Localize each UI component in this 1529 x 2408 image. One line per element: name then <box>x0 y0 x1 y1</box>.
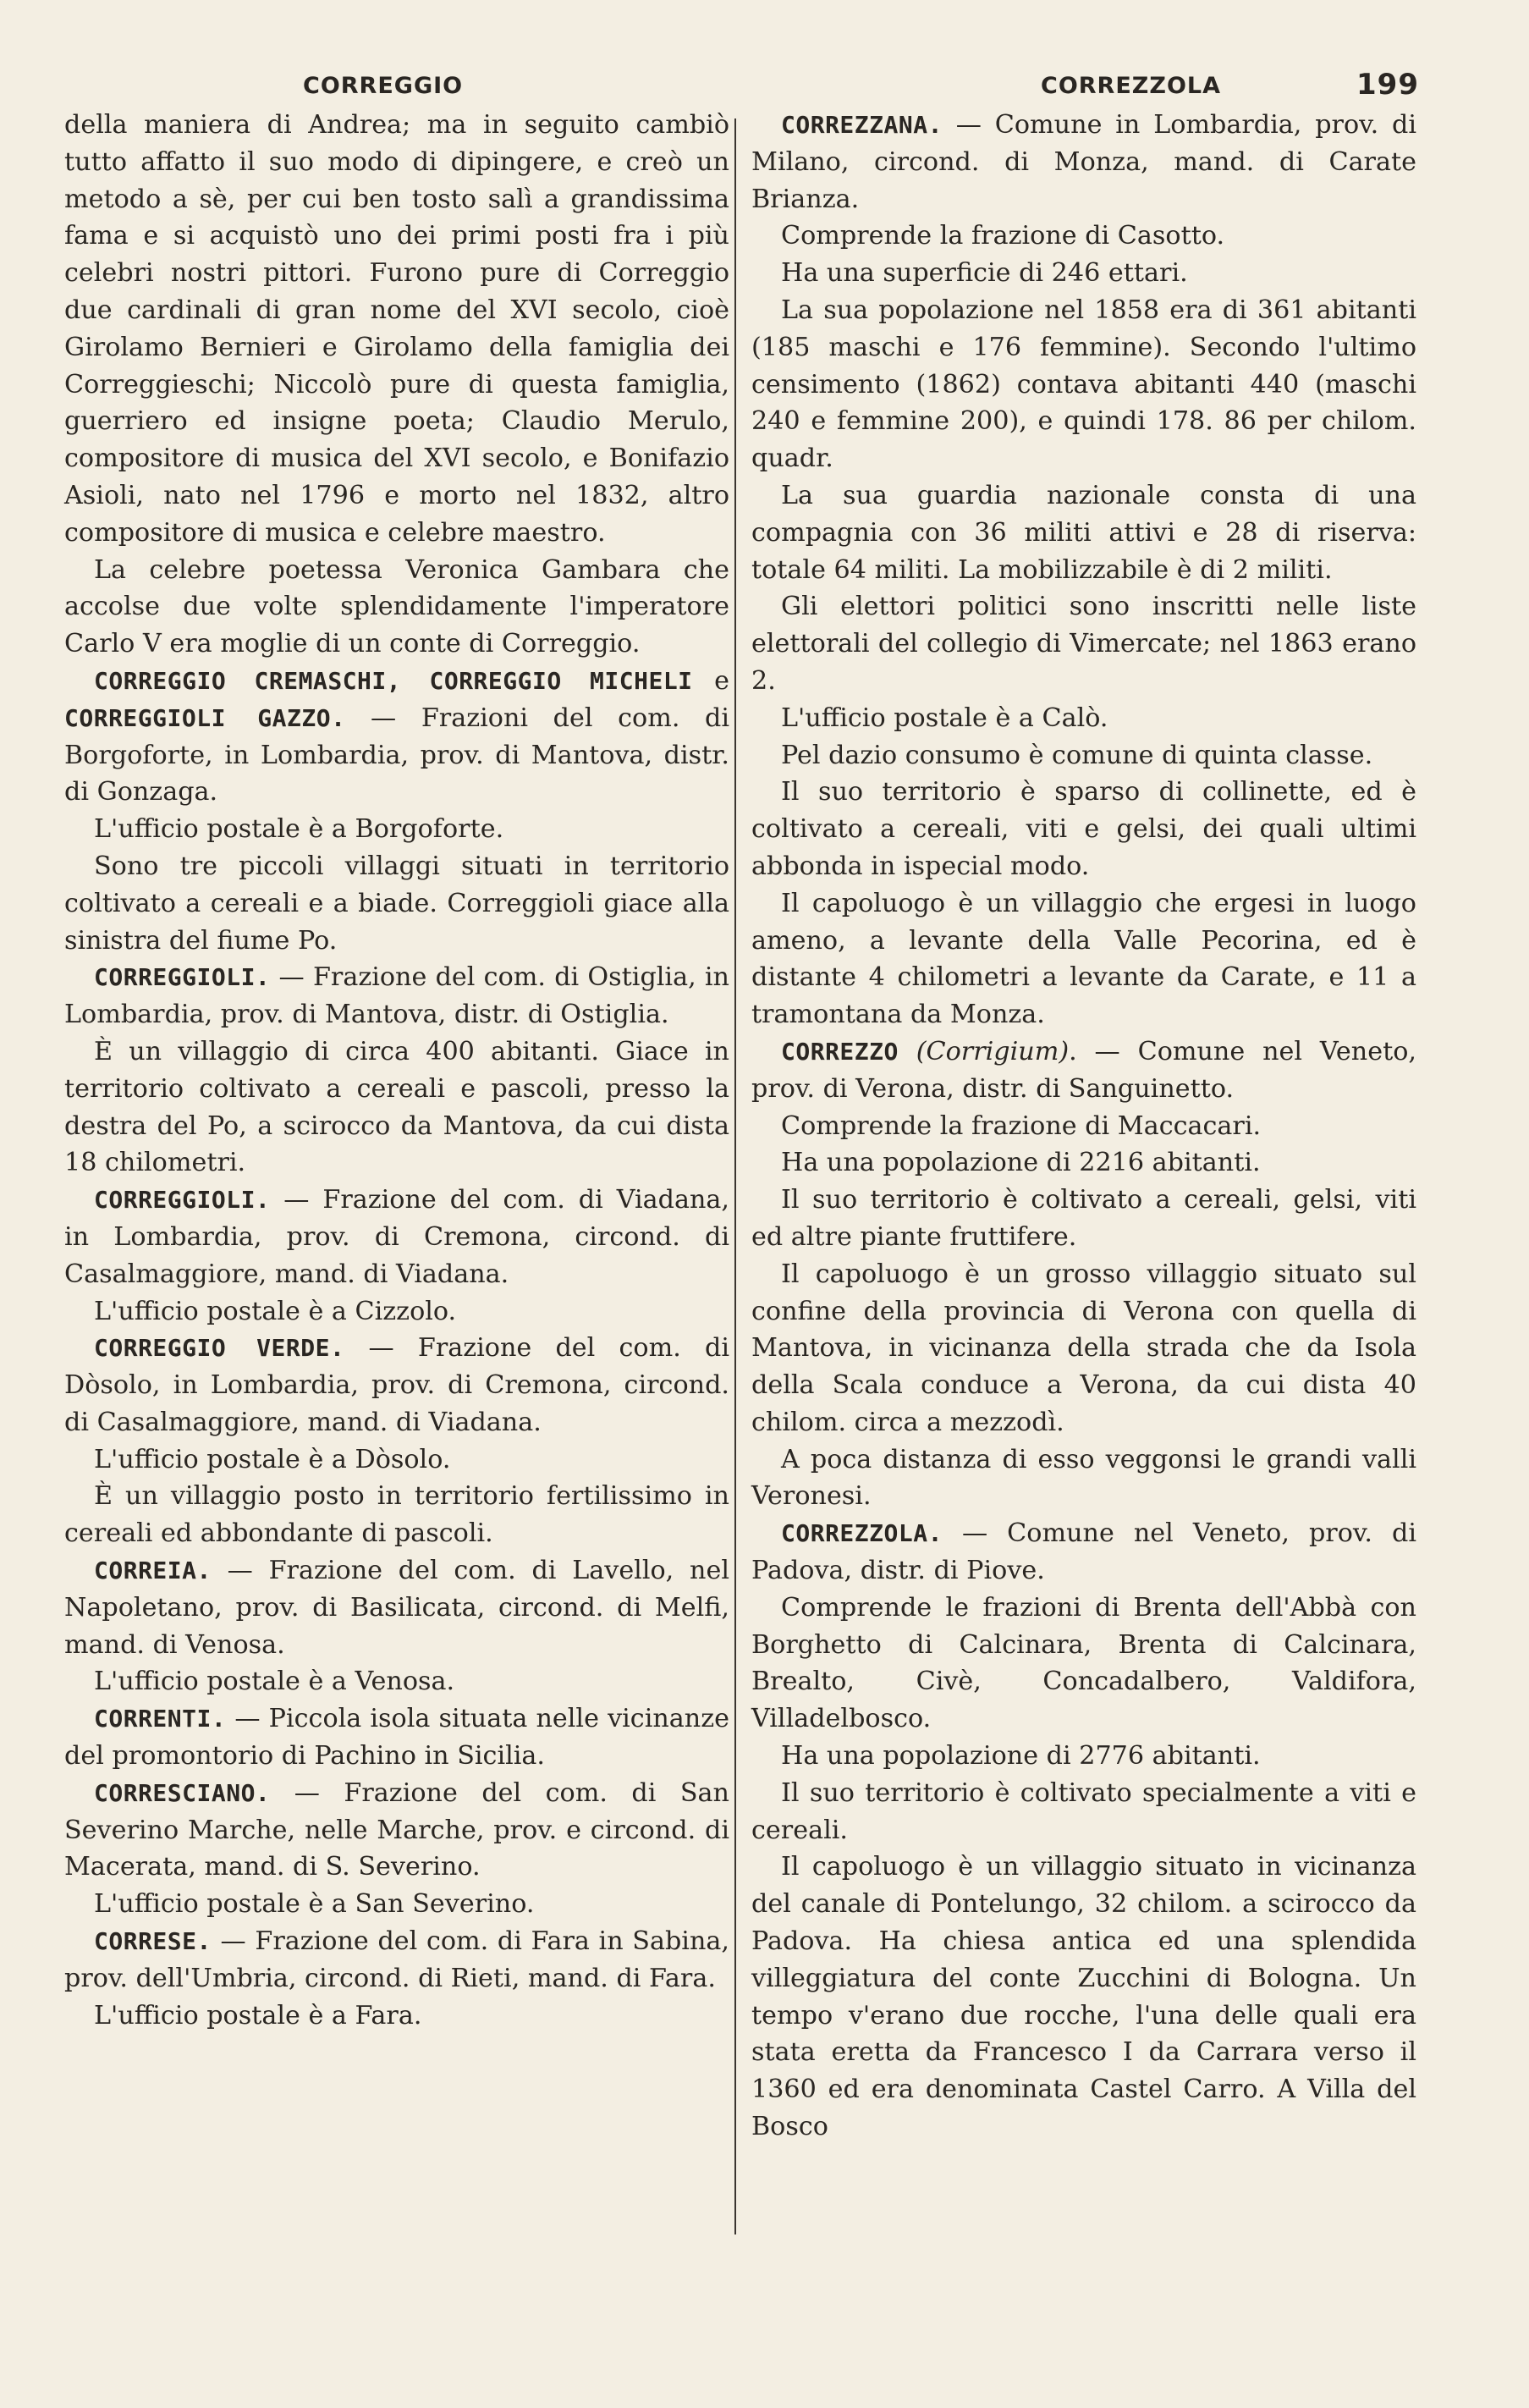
paragraph: L'ufficio postale è a Dòsolo. <box>94 1444 451 1474</box>
entry-heading: CORREZZOLA. <box>781 1519 943 1548</box>
paragraph: La sua guardia nazionale consta di una compagnia con 36 militi attivi e 28 di riserva: totale 64 militi. La mobilizzabile è di 2 militi. <box>751 480 1416 585</box>
page-number: 199 <box>1356 68 1419 102</box>
paragraph: Il suo territorio è coltivato a cereali, gelsi, viti ed altre piante fruttifere. <box>751 1185 1416 1252</box>
paragraph: Sono tre piccoli villaggi situati in territorio coltivato a cereali e a biade. Correggioli giace alla sinistra del fiume Po. <box>64 851 729 956</box>
paragraph: Comprende le frazioni di Brenta dell'Abbà con Borghetto di Calcinara, Brenta di Calcinara, Brealto, Civè, Concadalbero, Valdifora, Villadelbosco. <box>751 1592 1416 1734</box>
entry-heading: CORREGGIO VERDE. <box>94 1334 345 1363</box>
entry-paragraph: CORREZZOLA. — Comune nel Veneto, prov. di Padova, distr. di Piove. <box>751 1518 1416 1586</box>
paragraph: La sua popolazione nel 1858 era di 361 abitanti (185 maschi e 176 femmine). Secondo l'ultimo censimento (1862) contava abitanti 440 (maschi 240 e femmine 200), e quindi 178. 86 per chilom. quadr. <box>751 295 1416 474</box>
entry-heading: CORRENTI. <box>94 1705 227 1733</box>
entry-heading: CORREGGIOLI GAZZO. <box>64 703 346 732</box>
paragraph: Comprende la frazione di Casotto. <box>781 221 1225 251</box>
paragraph: L'ufficio postale è a Venosa. <box>94 1667 455 1697</box>
entry-heading: CORREIA. <box>94 1557 212 1585</box>
entry-paragraph: CORRESCIANO. — Frazione del com. di San Severino Marche, nelle Marche, prov. e circond. di Macerata, mand. di S. Severino. <box>64 1777 729 1882</box>
entry-paragraph: CORREGGIO VERDE. — Frazione del com. di Dòsolo, in Lombardia, prov. di Cremona, circond. di Casalmaggiore, mand. di Viadana. <box>64 1333 729 1437</box>
paragraph: Pel dazio consumo è comune di quinta classe. <box>781 740 1373 770</box>
entry-heading: CORRESE. <box>94 1927 212 1956</box>
paragraph: L'ufficio postale è a Borgoforte. <box>94 814 504 845</box>
entry-heading: CORREGGIOLI. <box>94 1186 271 1215</box>
paragraph: L'ufficio postale è a San Severino. <box>94 1889 535 1920</box>
paragraph: della maniera di Andrea; ma in seguito cambiò tutto affatto il suo modo di dipingere, e creò un metodo a sè, per cui ben tosto salì a grandissima fama e si acquistò uno dei primi posti fra i più celebri nostri pittori. Furono pure di Correggio due cardinali di gran nome del XVI secolo, cioè Girolamo Bernieri e Girolamo della famiglia dei Correggieschi; Niccolò pure di questa famiglia, guerriero ed insigne poeta; Claudio Merulo, compositore di musica del XVI secolo, e Bonifazio Asioli, nato nel 1796 e morto nel 1832, altro compositore di musica e celebre maestro. <box>64 110 729 548</box>
entry-paragraph: CORREZZANA. — Comune in Lombardia, prov. di Milano, circond. di Monza, mand. di Carate Brianza. <box>751 110 1416 214</box>
latin-name: (Corrigium) <box>916 1036 1070 1066</box>
entry-paragraph: CORREGGIOLI. — Frazione del com. di Viadana, in Lombardia, prov. di Cremona, circond. di Casalmaggiore, mand. di Viadana. <box>64 1185 729 1289</box>
entry-paragraph: CORRESE. — Frazione del com. di Fara in Sabina, prov. dell'Umbria, circond. di Rieti, mand. di Fara. <box>64 1926 729 1993</box>
paragraph: L'ufficio postale è a Calò. <box>781 703 1108 733</box>
column-divider <box>734 118 736 2234</box>
entry-paragraph: CORREIA. — Frazione del com. di Lavello, nel Napoletano, prov. di Basilicata, circond. di Melfi, mand. di Venosa. <box>64 1556 729 1660</box>
entry-heading: CORREZZO <box>781 1037 899 1066</box>
left-running-head: CORREGGIO <box>303 73 464 99</box>
entry-paragraph: CORREGGIOLI. — Frazione del com. di Ostiglia, in Lombardia, prov. di Mantova, distr. di Ostiglia. <box>64 962 729 1030</box>
entry-heading: CORREGGIOLI. <box>94 963 271 992</box>
paragraph: Il capoluogo è un villaggio che ergesi in luogo ameno, a levante della Valle Pecorina, ed è distante 4 chilometri a levante da Carate, e 11 a tramontana da Monza. <box>751 888 1416 1030</box>
entry-heading: CORRESCIANO. <box>94 1778 271 1807</box>
paragraph: Ha una popolazione di 2216 abitanti. <box>781 1148 1261 1178</box>
paragraph: L'ufficio postale è a Cizzolo. <box>94 1296 457 1326</box>
entry-paragraph: CORRENTI. — Piccola isola situata nelle vicinanze del promontorio di Pachino in Sicilia. <box>64 1704 729 1772</box>
entry-paragraph: CORREZZO (Corrigium). — Comune nel Veneto, prov. di Verona, distr. di Sanguinetto. <box>751 1036 1416 1104</box>
paragraph: Ha una popolazione di 2776 abitanti. <box>781 1741 1261 1772</box>
entry-paragraph: CORREGGIO CREMASCHI, CORREGGIO MICHELI e CORREGGIOLI GAZZO. — Frazioni del com. di Borgoforte, in Lombardia, prov. di Mantova, distr. di Gonzaga. <box>64 665 729 807</box>
page-header <box>66 68 1420 107</box>
right-column <box>751 107 1416 2146</box>
entry-heading: CORREGGIO CREMASCHI, CORREGGIO MICHELI <box>94 666 693 695</box>
paragraph: Gli elettori politici sono inscritti nelle liste elettorali del collegio di Vimercate; nel 1863 erano 2. <box>751 592 1416 696</box>
paragraph: È un villaggio posto in territorio fertilissimo in cereali ed abbondante di pascoli. <box>64 1481 729 1549</box>
right-running-head: CORREZZOLA <box>1041 73 1222 99</box>
paragraph: Il capoluogo è un grosso villaggio situato sul confine della provincia di Verona con quella di Mantova, in vicinanza della strada che da Isola della Scala conduce a Verona, da cui dista 40 chilom. circa a mezzodì. <box>751 1259 1416 1437</box>
paragraph: Comprende la frazione di Maccacari. <box>781 1110 1262 1141</box>
paragraph: Il suo territorio è sparso di collinette, ed è coltivato a cereali, viti e gelsi, dei quali ultimi abbonda in ispecial modo. <box>751 777 1416 881</box>
paragraph: Il capoluogo è un villaggio situato in vicinanza del canale di Pontelungo, 32 chilom. a scirocco da Padova. Ha chiesa antica ed una splendida villeggiatura del conte Zucchini di Bologna. Un tempo v'erano due rocche, l'una delle quali era stata eretta da Francesco I da Carrara verso il 1360 ed era denominata Castel Carro. A Villa del Bosco <box>751 1852 1416 2142</box>
paragraph: La celebre poetessa Veronica Gambara che accolse due volte splendidamente l'imperatore Carlo V era moglie di un conte di Correggio. <box>64 554 729 659</box>
left-column <box>64 107 729 2034</box>
entry-heading: CORREZZANA. <box>781 111 943 139</box>
paragraph: A poca distanza di esso veggonsi le grandi valli Veronesi. <box>751 1444 1416 1512</box>
paragraph: È un villaggio di circa 400 abitanti. Giace in territorio coltivato a cereali e pascoli, presso la destra del Po, a scirocco da Mantova, da cui dista 18 chilometri. <box>64 1036 729 1178</box>
paragraph: Il suo territorio è coltivato specialmente a viti e cereali. <box>751 1777 1416 1845</box>
paragraph: L'ufficio postale è a Fara. <box>94 2000 422 2031</box>
paragraph: Ha una superficie di 246 ettari. <box>781 258 1188 289</box>
